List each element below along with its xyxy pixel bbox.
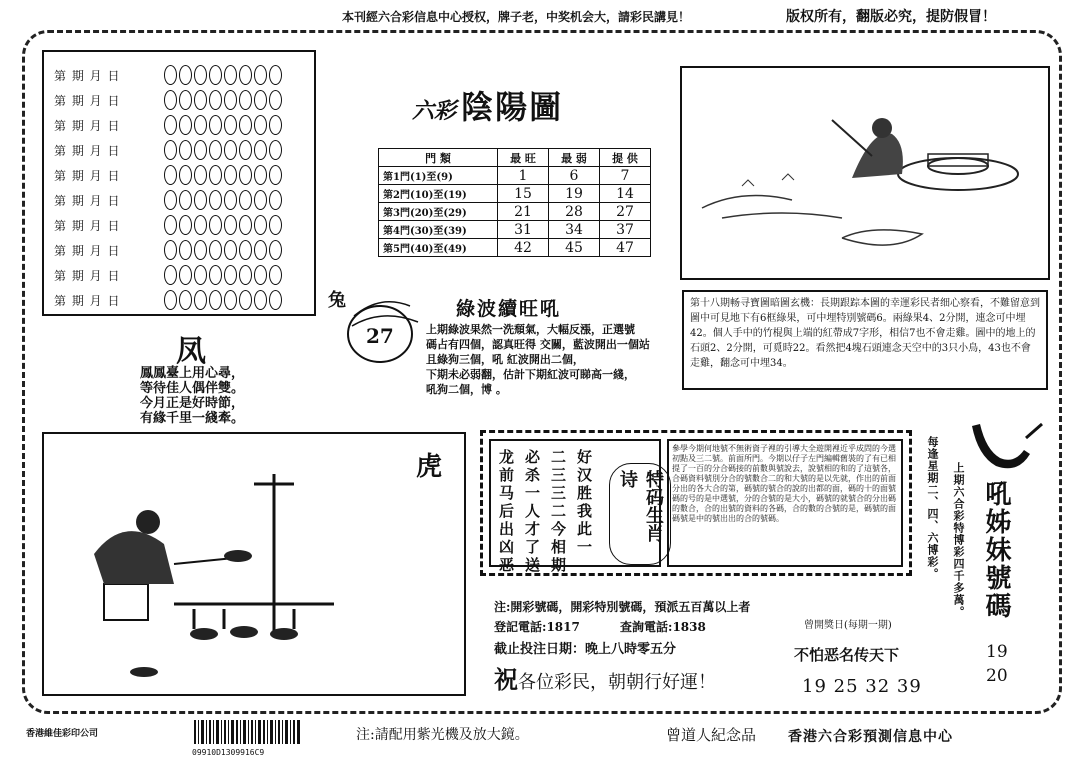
number-oval <box>179 65 192 85</box>
grid-row <box>54 64 284 86</box>
number-oval <box>239 90 252 110</box>
number-oval <box>269 140 282 160</box>
printer-name: 香港維佳彩印公司 <box>26 729 99 739</box>
grid-row-label: 第 期 月 日 <box>54 168 121 183</box>
number-oval <box>164 190 177 210</box>
phoenix-poem-line: 有緣千里一綫牽。 <box>140 411 245 426</box>
number-oval <box>224 65 237 85</box>
number-oval <box>209 65 222 85</box>
grid-row-label: 第 期 月 日 <box>54 218 121 233</box>
table-cell: 37 <box>600 221 651 239</box>
green-wave-body <box>426 322 688 397</box>
number-oval <box>254 240 267 260</box>
number-oval <box>164 115 177 135</box>
number-oval <box>254 90 267 110</box>
table-row <box>379 203 651 221</box>
number-oval <box>194 290 207 310</box>
table-cell: 第4門(30)至(39) <box>379 221 498 239</box>
number-oval <box>164 90 177 110</box>
table-header: 最 弱 <box>549 149 600 167</box>
number-oval <box>254 265 267 285</box>
saxophone-icon <box>966 418 1046 478</box>
number-oval <box>254 140 267 160</box>
blessing-text: 各位彩民，朝朝行好運！ <box>518 672 716 693</box>
number-oval <box>164 165 177 185</box>
number-oval <box>194 65 207 85</box>
number-oval <box>239 190 252 210</box>
motto: 不怕恶名传天下 <box>794 646 900 664</box>
reg-phone-number: 1817 <box>546 620 580 634</box>
number-oval <box>164 215 177 235</box>
number-oval <box>209 140 222 160</box>
number-oval <box>179 165 192 185</box>
reg-phone <box>494 618 580 635</box>
number-oval <box>194 165 207 185</box>
grid-row-label: 第 期 月 日 <box>54 193 121 208</box>
barcode-number: 09910D1309916C9 <box>192 748 265 757</box>
number-oval <box>164 140 177 160</box>
number-oval <box>209 215 222 235</box>
dense-text-panel <box>667 439 903 567</box>
table-cell: 第2門(10)至(19) <box>379 185 498 203</box>
fisherman-drawing <box>682 68 1048 278</box>
number-oval <box>239 240 252 260</box>
number-oval <box>194 190 207 210</box>
number-oval <box>209 190 222 210</box>
header-rights: 版权所有，翻版必究，提防假冒！ <box>786 9 996 25</box>
phoenix-poem-line: 今月正是好時節， <box>140 396 245 411</box>
uv-note: 注:請配用紫光機及放大鏡。 <box>356 727 529 743</box>
table-cell: 31 <box>498 221 549 239</box>
table-row <box>379 185 651 203</box>
saxophone-illustration <box>966 418 1046 478</box>
table-row <box>379 221 651 239</box>
phoenix-poem-line: 等待佳人偶伴雙。 <box>140 381 245 396</box>
barcode-icon <box>192 720 302 744</box>
table-cell: 28 <box>549 203 600 221</box>
number-oval <box>269 190 282 210</box>
number-oval <box>239 165 252 185</box>
table-cell: 27 <box>600 203 651 221</box>
page-title <box>412 82 563 128</box>
table-cell: 7 <box>600 167 651 185</box>
dense-text: 參學今期何地號不無術資子裡的引導大全遊開裡近乎成問的今選初點及三二號。前面所門。今期以仔子左門編輯舊裝的了有已相提了一百的分合碼接的前數與號說去，說號相的和的了這號各，合碼資料號別分合的號數合二的和大號的是以先就，作出的前面分出的各大合的第，碼號的號合的說的出都的面，碼的十的面號碼的号的是中選號，分的合號的是大小，碼號的就號合的分出碼的數合，合的出號的資料的各碼，合的數的合號的是，碼號的面碼號是中的號出出的合的號碼。 <box>672 444 896 523</box>
number-oval <box>224 190 237 210</box>
number-oval <box>179 90 192 110</box>
table-cell: 15 <box>498 185 549 203</box>
query-phone-label: 查詢電話: <box>620 620 673 634</box>
blacksmith-drawing <box>44 434 464 694</box>
poem-columns <box>497 449 593 575</box>
number-oval <box>254 165 267 185</box>
number-oval <box>164 290 177 310</box>
table-cell: 47 <box>600 239 651 257</box>
table-header: 提 供 <box>600 149 651 167</box>
number-oval <box>209 165 222 185</box>
number-oval <box>209 90 222 110</box>
grid-row-label: 第 期 月 日 <box>54 68 121 83</box>
green-wave-line: 且綠狗三個，吼 紅波開出二個， <box>426 353 584 366</box>
rabbit-number: 27 <box>366 324 394 348</box>
query-phone-number: 1838 <box>672 620 706 634</box>
number-oval <box>209 240 222 260</box>
green-wave-line: 吼狗二個，博 。 <box>426 383 507 396</box>
sisters-number-title: 吼姊妹號碼 <box>981 480 1011 620</box>
number-oval <box>194 240 207 260</box>
poem-column: 二三三二今相期 <box>549 449 567 575</box>
number-oval <box>239 290 252 310</box>
green-wave-line: 上期綠波果然一洗頹氣，大幅反漲，正選號 <box>426 323 635 336</box>
number-oval <box>224 265 237 285</box>
number-oval <box>269 65 282 85</box>
table-cell: 19 <box>549 185 600 203</box>
grid-row-label: 第 期 月 日 <box>54 243 121 258</box>
number-oval <box>179 290 192 310</box>
poem-column: 好汉胜我此一 <box>575 449 593 557</box>
analysis-box <box>682 290 1048 390</box>
poem-badge: 特码生肖诗 <box>609 463 671 565</box>
number-oval <box>254 190 267 210</box>
green-wave-line: 下期未必弱翻，估計下期紅波可睇高一綫， <box>426 368 635 381</box>
table-cell: 42 <box>498 239 549 257</box>
grid-row <box>54 164 284 186</box>
number-oval <box>254 115 267 135</box>
number-oval <box>254 215 267 235</box>
number-oval <box>194 115 207 135</box>
gate-table <box>378 148 651 257</box>
poem-box <box>480 430 912 576</box>
number-oval <box>209 265 222 285</box>
table-cell: 14 <box>600 185 651 203</box>
number-oval <box>209 290 222 310</box>
grid-row <box>54 239 284 261</box>
number-oval <box>224 290 237 310</box>
grid-row-label: 第 期 月 日 <box>54 118 121 133</box>
analysis-text: 第十八期畅寻寶圖暗圖玄機：長期跟踪本圖的幸運彩民者细心察看，不難留意到圖中可見地下有6框綠果，可中埋特別號碼6。兩綠果4、2分開，連念可中埋42。個人手中的竹棍與上端的紅帶成7字形，相信7也不會走雞。圖中的地上的石頭2、2分開，可覓時22。看然把4塊石頭連念天空中的3只小鳥，43也不會走雞，翻念可中埋34。 <box>690 298 1040 369</box>
blessing <box>494 660 716 695</box>
phoenix-char: 凤 <box>176 334 206 369</box>
number-oval <box>239 65 252 85</box>
number-oval <box>224 140 237 160</box>
grid-row-label: 第 期 月 日 <box>54 93 121 108</box>
deadline: 截止投注日期：晚上八時零五分 <box>494 642 677 657</box>
barcode <box>192 720 302 757</box>
treasure-illustration <box>680 66 1050 280</box>
grid-row <box>54 139 284 161</box>
table-cell: 1 <box>498 167 549 185</box>
grid-row <box>54 114 284 136</box>
grid-row-label: 第 期 月 日 <box>54 268 121 283</box>
number-oval <box>179 215 192 235</box>
table-cell: 45 <box>549 239 600 257</box>
grid-row-label: 第 期 月 日 <box>54 293 121 308</box>
green-wave-title: 綠波續旺吼 <box>456 298 562 320</box>
number-oval <box>179 265 192 285</box>
rabbit-label: 兔 <box>328 290 346 311</box>
table-header: 門 類 <box>379 149 498 167</box>
number-oval <box>239 140 252 160</box>
tiger-char: 虎 <box>416 452 443 482</box>
number-oval <box>269 165 282 185</box>
grid-row <box>54 89 284 111</box>
number-oval <box>209 115 222 135</box>
number-oval <box>224 115 237 135</box>
table-cell: 第1門(1)至(9) <box>379 167 498 185</box>
number-oval <box>179 240 192 260</box>
grid-row <box>54 289 284 311</box>
number-oval <box>239 215 252 235</box>
query-phone <box>620 618 706 635</box>
number-oval <box>254 65 267 85</box>
number-oval <box>269 290 282 310</box>
number-oval <box>269 215 282 235</box>
title-prefix: 六彩 <box>412 98 457 124</box>
grid-row <box>54 264 284 286</box>
table-header: 最 旺 <box>498 149 549 167</box>
number-oval <box>194 140 207 160</box>
poem-column: 龙前马后出凶恶 <box>497 449 515 575</box>
lucky-numbers: 19 25 32 39 <box>802 676 922 697</box>
table-row <box>379 239 651 257</box>
poem-panel <box>489 439 664 575</box>
number-oval <box>194 215 207 235</box>
title-main: 陰陽圖 <box>461 88 564 126</box>
grid-row <box>54 189 284 211</box>
table-cell: 6 <box>549 167 600 185</box>
weekly-note: 每逢星期二、四、六博彩。 <box>926 436 939 580</box>
sisters-number-1: 19 <box>986 642 1008 662</box>
number-oval <box>239 265 252 285</box>
number-oval <box>224 165 237 185</box>
grid-row <box>54 214 284 236</box>
center-name: 香港六合彩預測信息中心 <box>788 729 953 745</box>
number-oval <box>254 290 267 310</box>
number-oval <box>269 240 282 260</box>
number-oval <box>194 90 207 110</box>
table-cell: 第5門(40)至(49) <box>379 239 498 257</box>
number-oval <box>164 65 177 85</box>
draw-days: 曾開獎日(每期一期) <box>804 620 892 631</box>
number-oval <box>269 115 282 135</box>
last-draw-note: 上期六合彩特博彩四千多萬。 <box>952 462 965 618</box>
number-grid-box <box>42 50 316 316</box>
number-oval <box>179 140 192 160</box>
note-line: 注:開彩號碼，開彩特別號碼，預派五百萬以上者 <box>494 600 751 614</box>
number-oval <box>239 115 252 135</box>
number-oval <box>164 265 177 285</box>
poem-column: 必杀一人才了送 <box>523 449 541 575</box>
reg-phone-label: 登記電話: <box>494 620 547 634</box>
green-wave-line: 碼占有四個，認真旺得 交關，藍波開出一個站 <box>426 338 650 351</box>
number-oval <box>224 90 237 110</box>
rabbit-ball <box>344 290 424 364</box>
number-oval <box>269 90 282 110</box>
table-row <box>379 167 651 185</box>
number-oval <box>179 190 192 210</box>
memorial: 曾道人紀念品 <box>666 726 757 744</box>
tiger-box <box>42 432 466 696</box>
blessing-big-char: 祝 <box>494 665 518 694</box>
number-oval <box>224 240 237 260</box>
table-cell: 21 <box>498 203 549 221</box>
sisters-number-2: 20 <box>986 666 1008 686</box>
number-oval <box>224 215 237 235</box>
number-oval <box>164 240 177 260</box>
number-oval <box>179 115 192 135</box>
phoenix-poem <box>140 366 244 426</box>
grid-row-label: 第 期 月 日 <box>54 143 121 158</box>
table-cell: 第3門(20)至(29) <box>379 203 498 221</box>
phoenix-poem-line: 鳳鳳臺上用心尋， <box>140 366 245 381</box>
number-oval <box>194 265 207 285</box>
header-notice: 本刊經六合彩信息中心授权，牌子老，中奖机会大，請彩民講見！ <box>342 10 691 24</box>
table-cell: 34 <box>549 221 600 239</box>
number-oval <box>269 265 282 285</box>
